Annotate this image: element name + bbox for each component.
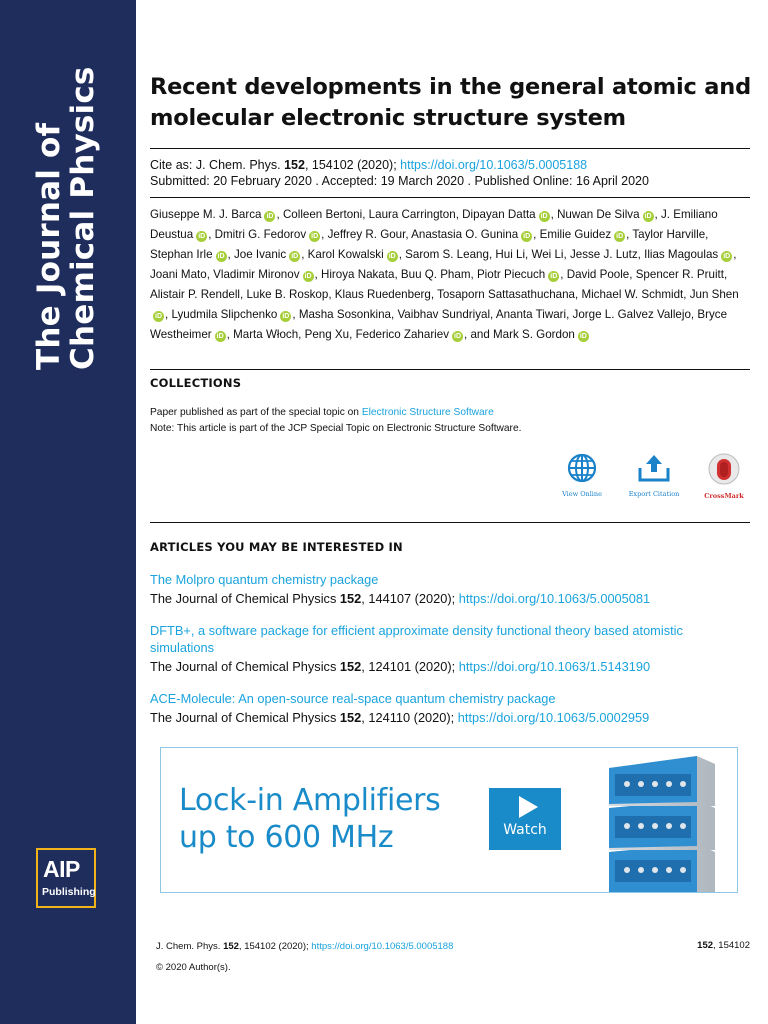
author-name: Jeffrey R. Gour [327,228,406,241]
footer-right-rest: , 154102 [713,940,750,951]
divider [150,148,750,149]
journal-title [32,60,100,370]
author-separator: , and [464,328,494,341]
author-name: Karol Kowalski [307,248,384,261]
lock-in-amplifier-image [597,748,737,893]
related-article-reference [150,590,750,607]
author-separator: , [455,208,463,221]
author-separator: , [301,248,308,261]
logo-text-aip: AIP [43,856,80,882]
author-name: Stephan Irle [150,248,213,261]
author-name: Laura Carrington [368,208,456,221]
author-separator: , [394,268,401,281]
author-separator: , [208,228,215,241]
footer-volume: 152 [223,941,239,952]
cite-doi-link[interactable]: https://doi.org/10.1063/5.0005188 [400,158,588,172]
author-separator: , [298,328,305,341]
author-separator: , [654,208,661,221]
collections-text [150,405,521,437]
author-name: J. Emiliano Deustua [150,208,718,241]
author-name: Buu Q. Pham [400,268,471,281]
ad-line1: Lock-in Amplifiers [179,783,441,818]
reference-doi-link[interactable]: https://doi.org/10.1063/5.0005081 [458,591,651,606]
collections-note: Note: This article is part of the JCP Special Topic on Electronic Structure Software. [150,423,522,434]
author-separator: , [626,228,633,241]
author-name: Colleen Bertoni [282,208,363,221]
footer-doi-link[interactable]: https://doi.org/10.1063/5.0005188 [311,941,454,952]
footer-cite-prefix: J. Chem. Phys. [156,941,224,952]
divider [150,197,750,198]
collections-heading: COLLECTIONS [150,376,242,390]
orcid-icon[interactable]: iD [579,333,587,340]
author-separator: , [566,308,573,321]
author-name: Taylor Harville [632,228,706,241]
collections-line1-prefix: Paper published as part of the special topic on [150,407,362,418]
reference-doi-link[interactable]: https://doi.org/10.1063/5.0002959 [457,710,650,725]
view-online-button[interactable] [552,452,612,498]
author-separator: , [328,288,335,301]
reference-volume: 152 [339,591,362,606]
footer-citation [156,940,453,954]
author-name: Nuwan De Silva [557,208,640,221]
author-separator: , [276,208,283,221]
author-separator: , [629,268,636,281]
special-topic-link[interactable]: Electronic Structure Software [361,407,494,418]
author-separator: , [575,288,582,301]
orcid-icon[interactable]: iD [616,233,624,240]
orcid-icon[interactable]: iD [155,313,162,320]
author-name: Spencer R. Pruitt [635,268,724,281]
author-name: Ananta Tiwari [495,308,567,321]
author-name: Joe Ivanic [233,248,287,261]
footer-rest: , 154102 (2020); [238,941,312,952]
author-separator: , [470,268,477,281]
author-separator: , [637,248,645,261]
author-separator: , [405,228,412,241]
author-separator: , [723,268,728,281]
orcid-icon[interactable]: iD [723,253,731,260]
author-name: Marta Włoch [233,328,299,341]
author-name: Masha Sosonkina [298,308,391,321]
journal-sidebar [0,0,136,1024]
aip-publishing-logo[interactable] [36,848,96,908]
journal-title-line2: Chemical Physics [65,66,101,370]
orcid-icon[interactable]: iD [304,273,312,280]
reference-journal: The Journal of Chemical Physics [150,591,340,606]
orcid-icon[interactable]: iD [388,253,396,260]
author-separator: , [226,328,234,341]
author-name: Joani Mato [150,268,207,281]
orcid-icon[interactable]: iD [198,233,206,240]
orcid-icon[interactable]: iD [540,213,548,220]
export-citation-label: Export Citation [628,490,680,498]
publication-dates: Submitted: 20 February 2020 . Accepted: 19 March 2020 . Published Online: 16 April 2020 [150,174,649,188]
author-name: Vladimir Mironov [213,268,300,281]
orcid-icon[interactable]: iD [216,333,224,340]
advertisement-banner[interactable] [160,747,738,893]
cite-rest: , 154102 (2020); [304,158,401,172]
author-name: David Poole [566,268,630,281]
related-articles-heading: ARTICLES YOU MAY BE INTERESTED IN [150,540,403,554]
author-separator: , [550,208,558,221]
reference-rest: , 124101 (2020); [361,659,459,674]
orcid-icon[interactable]: iD [644,213,652,220]
reference-rest: , 144107 (2020); [361,591,459,606]
author-name: Vaibhav Sundriyal [397,308,491,321]
author-name: Giuseppe M. J. Barca [150,208,262,221]
orcid-icon[interactable]: iD [291,253,299,260]
crossmark-button[interactable] [694,452,754,500]
author-separator: , [705,228,709,241]
related-article-reference [150,658,750,675]
citation-block [150,157,649,189]
author-name: Jorge L. Galvez Vallejo [572,308,691,321]
reference-doi-link[interactable]: https://doi.org/10.1063/1.5143190 [458,659,651,674]
orcid-icon[interactable]: iD [523,233,531,240]
author-separator: , [525,248,532,261]
author-name: Emilie Guidez [539,228,612,241]
author-name: Federico Zahariev [355,328,449,341]
orcid-icon[interactable]: iD [311,233,319,240]
ad-line2: up to 600 MHz [179,820,394,855]
orcid-icon[interactable]: iD [550,273,558,280]
globe-icon [566,452,598,484]
author-name: Hiroya Nakata [320,268,395,281]
author-name: Dipayan Datta [462,208,536,221]
author-separator: , [227,248,234,261]
view-online-label: View Online [562,490,602,498]
author-separator: , [690,308,698,321]
author-separator: , [362,208,369,221]
author-separator: , [349,328,356,341]
related-article-title[interactable]: The Molpro quantum chemistry package [150,572,379,587]
author-name: Alistair P. Rendell [150,288,241,301]
article-title: Recent developments in the general atomic and molecular electronic structure system [150,74,751,131]
author-separator: , [733,248,737,261]
author-separator: , [533,228,540,241]
author-separator: , [398,248,406,261]
author-name: Jesse J. Lutz [569,248,638,261]
export-citation-button[interactable] [624,452,684,498]
cite-prefix: Cite as: J. Chem. Phys. [150,158,285,172]
related-article-title[interactable]: ACE-Molecule: An open-source real-space quantum chemistry package [150,691,556,706]
reference-journal: The Journal of Chemical Physics [150,710,340,725]
author-name: Wei Li [531,248,564,261]
author-name: Ilias Magoulas [644,248,719,261]
author-list [150,205,750,345]
footer-right-volume: 152 [697,940,714,951]
author-name: Mark S. Gordon [493,328,575,341]
crossmark-icon [707,452,741,486]
related-article-reference [150,709,750,726]
author-name: Peng Xu [304,328,350,341]
play-icon [519,796,538,818]
export-icon [636,452,672,484]
author-name: Hui Li [495,248,526,261]
author-name: Dmitri G. Fedorov [214,228,307,241]
orcid-icon[interactable]: iD [266,213,274,220]
copyright: © 2020 Author(s). [156,962,231,973]
reference-volume: 152 [339,659,362,674]
author-separator: , [390,308,398,321]
crossmark-label: CrossMark [704,492,744,500]
related-article-title[interactable]: DFTB+, a software package for efficient approximate density functional theory based atomistic simulations [150,623,683,655]
divider [150,522,750,523]
author-separator: , [292,308,299,321]
author-name: Bryce Westheimer [150,308,728,341]
author-separator: , [165,308,172,321]
logo-text-publishing: Publishing [42,886,96,898]
author-separator: , [240,288,247,301]
author-name: Tosaporn Sattasathuchana [437,288,575,301]
reference-journal: The Journal of Chemical Physics [150,659,340,674]
author-separator: , [206,268,214,281]
author-separator: , [563,248,570,261]
orcid-icon[interactable]: iD [282,313,290,320]
author-separator: , [560,268,567,281]
author-separator: , [683,288,690,301]
footer-page-ref [697,940,750,951]
journal-title-line1: The Journal of [31,122,67,370]
author-name: Lyudmila Slipchenko [171,308,278,321]
author-name: Sarom S. Leang [405,248,489,261]
orcid-icon[interactable]: iD [454,333,461,340]
author-name: Piotr Piecuch [476,268,546,281]
orcid-icon[interactable]: iD [217,253,225,260]
author-separator: , [488,248,496,261]
author-separator: , [321,228,328,241]
reference-rest: , 124110 (2020); [361,710,458,725]
ad-headline [179,782,441,856]
author-name: Anastasia O. Gunina [411,228,519,241]
author-name: Jun Shen [689,288,739,301]
watch-label: Watch [503,822,547,838]
author-separator: , [430,288,438,301]
author-separator: , [314,268,321,281]
author-name: Michael W. Schmidt [581,288,684,301]
author-name: Klaus Ruedenberg [334,288,431,301]
reference-volume: 152 [339,710,362,725]
author-separator: , [490,308,496,321]
cite-volume: 152 [284,158,305,172]
divider [150,369,750,370]
author-name: Luke B. Roskop [246,288,329,301]
watch-button[interactable] [489,788,561,850]
